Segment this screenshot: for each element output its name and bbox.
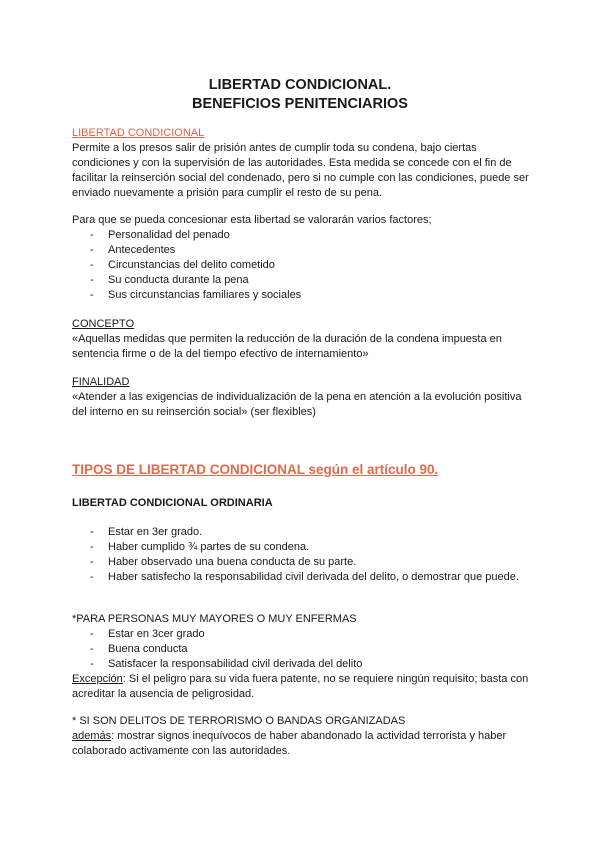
list-item: - Personalidad del penado: [72, 228, 532, 243]
libertad-heading: LIBERTAD CONDICIONAL: [72, 127, 205, 139]
excepcion-text: : Si el peligro para su vida fuera patente, no se requiere ningún requisito; basta con acreditar la ausencia de peligrosidad.: [72, 673, 529, 700]
factors-intro: Para que se pueda concesionar esta libertad se valorarán varios factores;: [72, 214, 432, 226]
concepto-text: «Aquellas medidas que permiten la reducción de la duración de la condena impuesta en sentencia firme o de la del tiempo efectivo de internamiento»: [72, 333, 502, 360]
ordinaria-list: [72, 525, 532, 585]
section-ordinaria-list: [72, 525, 532, 585]
factors-list: [72, 228, 532, 303]
terrorismo-label: además: [72, 730, 112, 742]
list-item: - Haber satisfecho la responsabilidad civil derivada del delito, o demostrar que puede.: [72, 570, 532, 585]
tipos-heading: TIPOS DE LIBERTAD CONDICIONAL según el artículo 90.: [72, 462, 439, 477]
terrorismo-heading: * SI SON DELITOS DE TERRORISMO O BANDAS ORGANIZADAS: [72, 715, 406, 727]
list-item: - Sus circunstancias familiares y sociales: [72, 288, 532, 303]
excepcion-paragraph: [72, 672, 532, 702]
list-item: - Haber observado una buena conducta de su parte.: [72, 555, 532, 570]
section-mayores: [72, 612, 532, 702]
ordinaria-heading: LIBERTAD CONDICIONAL ORDINARIA: [72, 497, 273, 509]
list-item: - Estar en 3er grado.: [72, 525, 532, 540]
terrorismo-text: : mostrar signos inequívocos de haber abandonado la actividad terrorista y haber colaborado activamente con las autoridades.: [72, 730, 507, 757]
libertad-text: Permite a los presos salir de prisión antes de cumplir toda su condena, bajo ciertas condiciones y con la supervisión de las autoridades. Esta medida se concede con el fin de facilitar la reinserción social del condenado, pero si no cumple con las condiciones, puede ser enviado nuevamente a prisión para cumplir el resto de su pena.: [72, 142, 529, 199]
mayores-list: [72, 627, 532, 672]
mayores-heading: *PARA PERSONAS MUY MAYORES O MUY ENFERMAS: [72, 613, 357, 625]
section-tipos: [72, 462, 532, 477]
section-libertad: [72, 126, 532, 201]
document-title: [0, 76, 600, 114]
section-concepto: [72, 317, 532, 362]
list-item: - Circunstancias del delito cometido: [72, 258, 532, 273]
section-factors: [72, 213, 532, 303]
title-line-1: LIBERTAD CONDICIONAL.: [208, 77, 392, 93]
excepcion-label: Excepción: [72, 673, 123, 685]
list-item: - Su conducta durante la pena: [72, 273, 532, 288]
finalidad-text: «Atender a las exigencias de individualización de la pena en atención a la evolución positiva del interno en su reinserción social» (ser flexibles): [72, 391, 522, 418]
list-item: - Satisfacer la responsabilidad civil derivada del delito: [72, 657, 532, 672]
section-terrorismo: [72, 714, 532, 759]
list-item: - Buena conducta: [72, 642, 532, 657]
finalidad-heading: FINALIDAD: [72, 376, 130, 388]
section-finalidad: [72, 375, 532, 420]
list-item: - Haber cumplido ¾ partes de su condena.: [72, 540, 532, 555]
terrorismo-paragraph: [72, 729, 532, 759]
list-item: - Estar en 3cer grado: [72, 627, 532, 642]
title-line-2: BENEFICIOS PENITENCIARIOS: [192, 96, 408, 112]
section-ordinaria: [72, 496, 532, 511]
concepto-heading: CONCEPTO: [72, 318, 135, 330]
list-item: - Antecedentes: [72, 243, 532, 258]
